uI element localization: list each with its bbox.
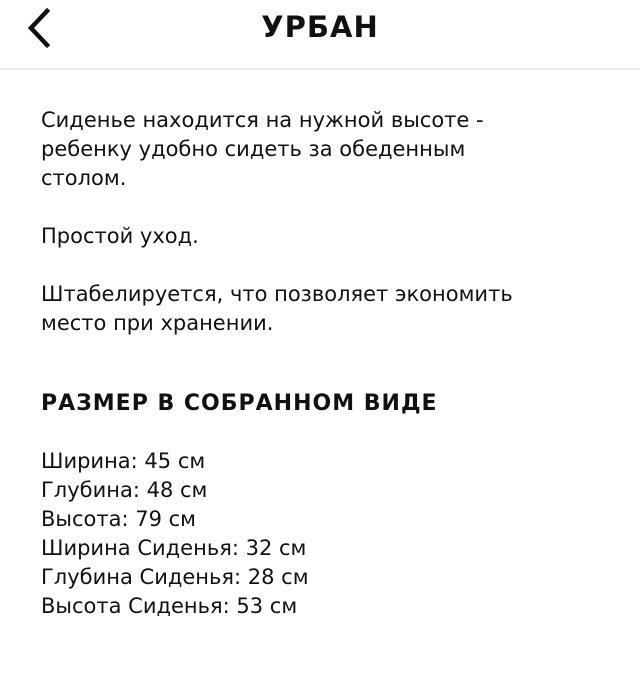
dimension-item: Ширина Сиденья: 32 см — [41, 536, 307, 560]
size-section-heading: РАЗМЕР В СОБРАННОМ ВИДЕ — [41, 391, 438, 416]
dimension-item: Высота: 79 см — [41, 507, 197, 531]
description-paragraph: Простой уход. — [41, 224, 199, 248]
dimension-item: Высота Сиденья: 53 см — [41, 594, 298, 618]
dimension-item: Ширина: 45 см — [41, 449, 206, 473]
product-details — [41, 106, 601, 621]
description-paragraph: Сиденье находится на нужной высоте - ребенку удобно сидеть за обеденным столом. — [41, 108, 484, 190]
dimension-item: Глубина Сиденья: 28 см — [41, 565, 309, 589]
dimension-item: Глубина: 48 см — [41, 478, 208, 502]
description-paragraph: Штабелируется, что позволяет экономить место при хранении. — [41, 282, 513, 335]
dimensions-list — [41, 447, 601, 621]
header-bar — [0, 0, 640, 70]
page-title: УРБАН — [261, 10, 379, 44]
